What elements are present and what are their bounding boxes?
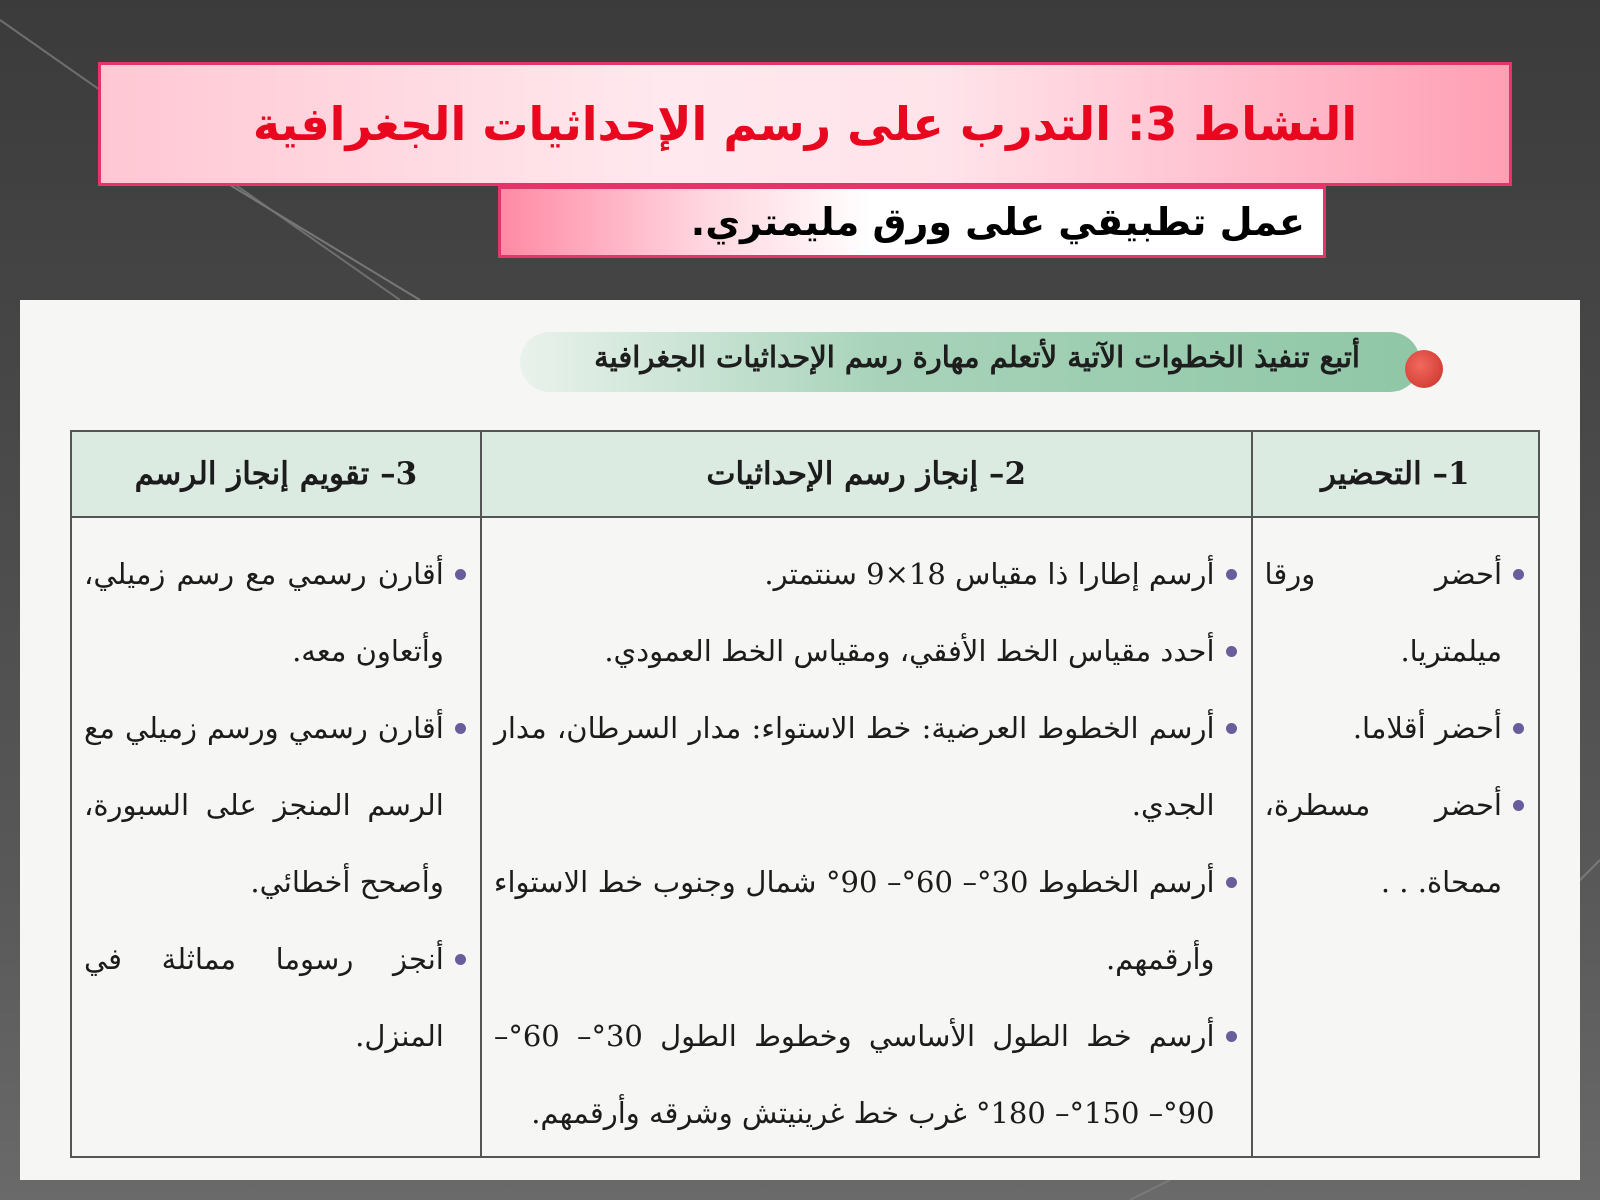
drawing-cell	[481, 517, 1252, 1157]
slide-subtitle: عمل تطبيقي على ورق مليمتري.	[690, 200, 1305, 244]
red-bullet-icon	[1405, 350, 1443, 388]
instruction-banner-text: أتبع تنفيذ الخطوات الآتية لأتعلم مهارة رسم الإحداثيات الجغرافية	[594, 340, 1360, 374]
header-preparation: 1– التحضير	[1252, 431, 1539, 517]
slide-subtitle-box	[498, 186, 1326, 258]
list-item: أقارن رسمي ورسم زميلي مع الرسم المنجز على السبورة، وأصحح أخطائي.	[84, 690, 468, 921]
list-item: أرسم الخطوط 30°– 60°– 90° شمال وجنوب خط الاستواء وأرقمهم.	[494, 844, 1239, 998]
scanned-textbook-image	[20, 300, 1580, 1180]
preparation-cell	[1252, 517, 1539, 1157]
instruction-banner	[520, 332, 1420, 392]
list-item: أحضر ورقا ميلمتريا.	[1265, 536, 1526, 690]
list-item: أرسم الخطوط العرضية: خط الاستواء: مدار السرطان، مدار الجدي.	[494, 690, 1239, 844]
list-item: أرسم إطارا ذا مقياس 18×9 سنتمتر.	[494, 536, 1239, 613]
steps-table	[70, 430, 1540, 1158]
list-item: أحدد مقياس الخط الأفقي، ومقياس الخط العمودي.	[494, 613, 1239, 690]
slide-title: النشاط 3: التدرب على رسم الإحداثيات الجغرافية	[252, 97, 1358, 151]
header-evaluation: 3– تقويم إنجاز الرسم	[71, 431, 481, 517]
list-item: أرسم خط الطول الأساسي وخطوط الطول 30°– 60°– 90°– 150°– 180° غرب خط غرينيتش وشرقه وأرقمهم.	[494, 998, 1239, 1152]
table-row	[71, 517, 1539, 1157]
list-item: أحضر أقلاما.	[1265, 690, 1526, 767]
slide-title-box	[98, 62, 1512, 186]
list-item: أقارن رسمي مع رسم زميلي، وأتعاون معه.	[84, 536, 468, 690]
evaluation-cell	[71, 517, 481, 1157]
list-item: أنجز رسوما مماثلة في المنزل.	[84, 921, 468, 1075]
header-drawing: 2– إنجاز رسم الإحداثيات	[481, 431, 1252, 517]
table-header-row	[71, 431, 1539, 517]
list-item: أحضر مسطرة، ممحاة. . .	[1265, 767, 1526, 921]
